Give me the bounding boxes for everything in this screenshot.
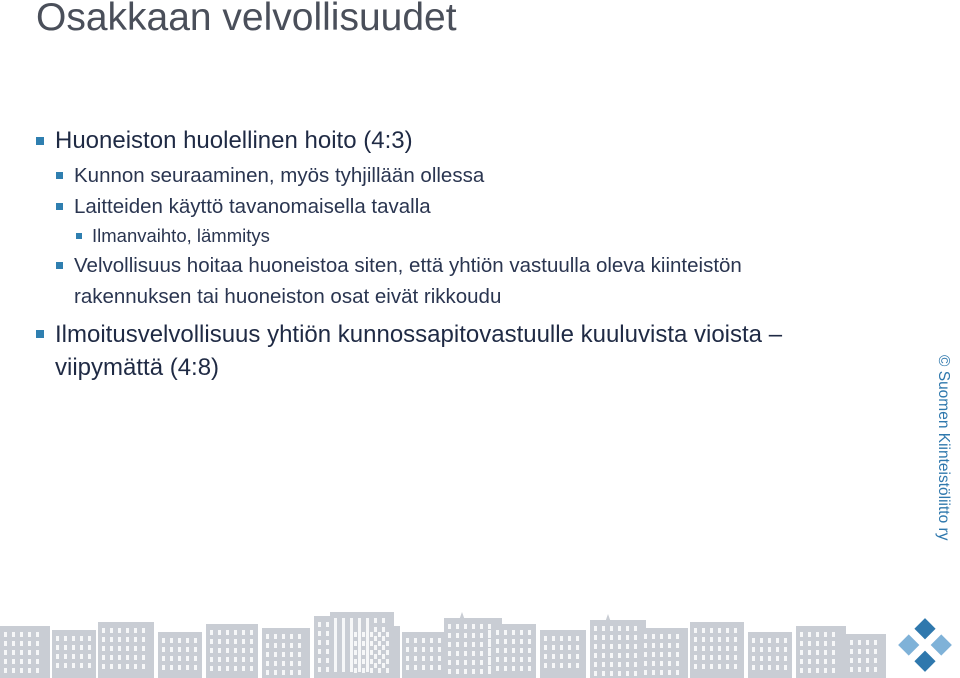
bullet-text: Ilmoitusvelvollisuus yhtiön kunnossapitovastuulle kuuluvista vioista – viipymättä (4:8): [55, 321, 783, 381]
bullet-list: [36, 126, 856, 384]
bullet-velvollisuus: [56, 250, 856, 312]
bullet-ilmoitusvelvollisuus: [36, 318, 856, 384]
square-bullet-icon: [36, 330, 44, 338]
bullet-kunnon-seuraaminen: [56, 160, 856, 191]
bullet-text: Ilmanvaihto, lämmitys: [92, 225, 270, 246]
square-bullet-icon: [56, 262, 63, 269]
logo-diamond-icon: [914, 651, 935, 672]
square-bullet-icon: [56, 172, 63, 179]
square-bullet-icon: [56, 203, 63, 210]
bullet-text: Laitteiden käyttö tavanomaisella tavalla: [74, 195, 431, 218]
logo-diamond-icon: [898, 634, 919, 655]
city-skyline-illustration: [0, 612, 890, 678]
bullet-text: Kunnon seuraaminen, myös tyhjillään ollessa: [74, 164, 485, 187]
logo-diamond-icon: [931, 634, 952, 655]
slide-title: Osakkaan velvollisuudet: [36, 0, 457, 39]
bullet-laitteiden-kaytto: [56, 191, 856, 222]
square-bullet-icon: [36, 137, 44, 145]
square-bullet-icon: [76, 233, 82, 239]
bullet-text: Huoneiston huolellinen hoito (4:3): [55, 127, 413, 154]
bullet-huoneiston-hoito: [36, 126, 856, 156]
logo-diamond-icon: [914, 618, 935, 639]
bullet-text: Velvollisuus hoitaa huoneistoa siten, että yhtiön vastuulla oleva kiinteistön rakennuksen tai huoneiston osat eivät rikkoudu: [74, 254, 742, 308]
copyright-text: © Suomen Kiinteistöliitto ry: [935, 355, 952, 541]
kiinteistoliitto-logo-icon: [896, 616, 954, 674]
bullet-ilmanvaihto: [76, 222, 856, 250]
